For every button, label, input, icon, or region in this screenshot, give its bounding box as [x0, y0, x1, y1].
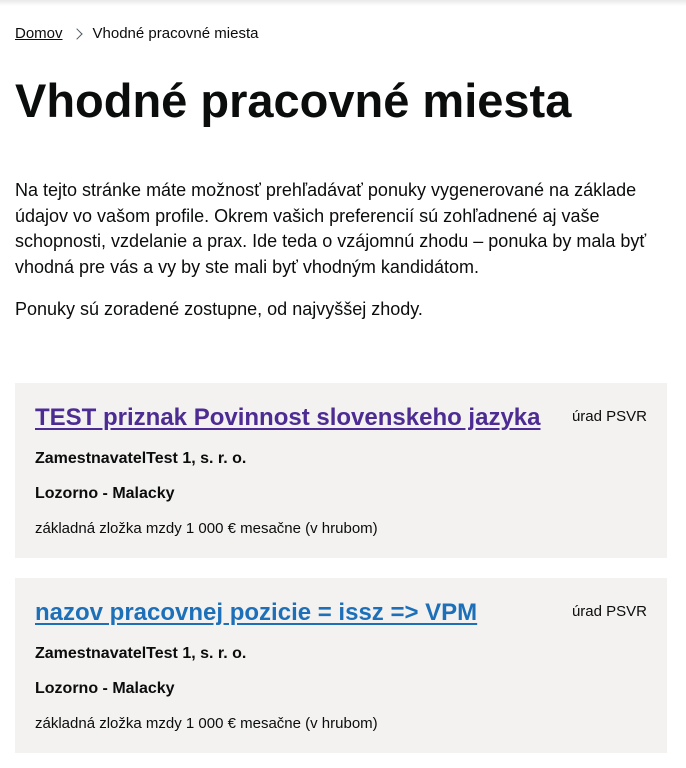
breadcrumb [15, 25, 258, 43]
job-employer: ZamestnavatelTest 1, s. r. o. [35, 645, 247, 662]
job-employer: ZamestnavatelTest 1, s. r. o. [35, 450, 247, 467]
job-salary: základná zložka mzdy 1 000 € mesačne (v hrubom) [35, 520, 378, 537]
intro-text: Na tejto stránke máte možnosť prehľadávať ponuky vygenerované na základe údajov vo vašom profile. Okrem vašich preferencií sú zohľadnené aj vaše schopnosti, vzdelanie a prax. Ide teda o vzájomnú zhodu – ponuka by mala byť vhodná pre vás a vy by ste mali byť vhodným kandidátom. [15, 180, 647, 277]
breadcrumb-current: Vhodné pracovné miesta [92, 25, 259, 42]
job-office: úrad PSVR [571, 603, 647, 620]
job-office: úrad PSVR [571, 408, 647, 425]
job-location: Lozorno - Malacky [35, 680, 175, 697]
job-card [15, 383, 667, 558]
page-title: Vhodné pracovné miesta [15, 74, 572, 127]
top-edge-shadow [0, 0, 686, 6]
breadcrumb-home-link[interactable]: Domov [15, 25, 63, 42]
job-title-link[interactable]: nazov pracovnej pozicie = issz => VPM [35, 599, 478, 626]
job-card [15, 578, 667, 753]
job-location: Lozorno - Malacky [35, 485, 175, 502]
job-title-link[interactable]: TEST priznak Povinnost slovenskeho jazyka [35, 404, 541, 431]
job-salary: základná zložka mzdy 1 000 € mesačne (v hrubom) [35, 715, 378, 732]
chevron-right-icon [71, 28, 82, 39]
sort-note: Ponuky sú zoradené zostupne, od najvyššej zhody. [15, 299, 423, 319]
